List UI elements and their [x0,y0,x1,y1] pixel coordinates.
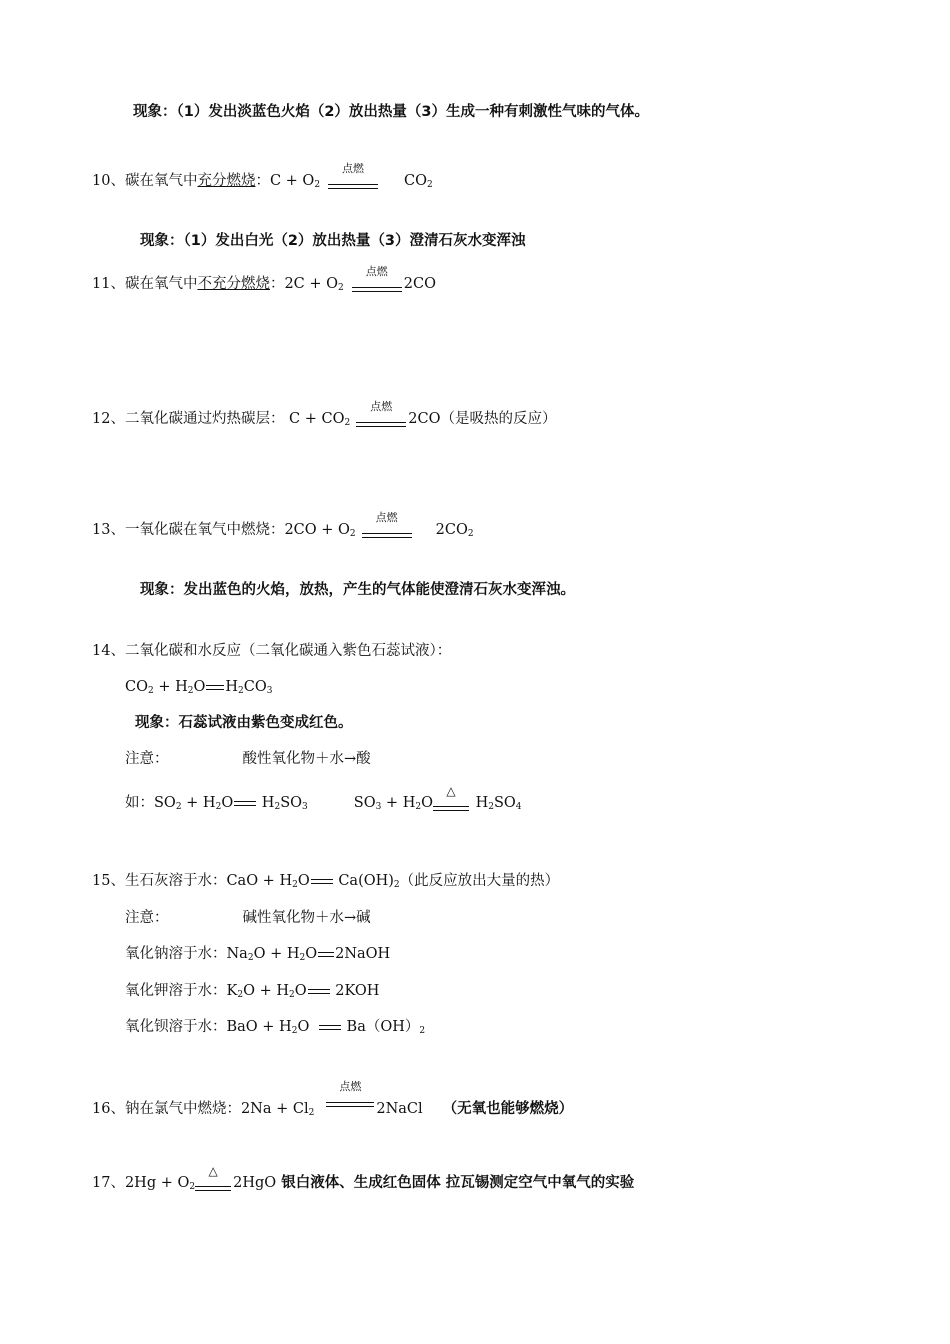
reaction-condition: 点燃 [362,520,412,540]
phenomenon-line-10: 现象：（1）发出白光（2）放出热量（3）澄清石灰水变浑浊 [140,233,526,249]
equation-14: $CO_2 + H_2O$ $H_2CO_3$ [125,679,273,696]
underlined-term: 充分燃烧 [197,173,256,189]
phenomenon-line-13: 现象：发出蓝色的火焰，放热，产生的气体能使澄清石灰水变浑浊。 [140,582,575,598]
phenomenon-line-9 [133,102,649,122]
phenomenon-line-14: 现象：石蕊试液由紫色变成红色。 [135,715,353,731]
heat-condition: △ [433,793,469,813]
heat-condition: △ [195,1173,231,1193]
note-basic: 注意： 碱性氧化物＋水→碱 [125,910,371,926]
reaction-condition: 点燃 [326,1099,374,1119]
equation-15: 15、生石灰溶于水：CaO + $H_2O$ $Ca(OH)_2$（此反应放出大量的热） [92,873,560,890]
equation-13: 13、一氧化碳在氧气中燃烧：$2CO + O_2$ 点燃 $2CO_2$ [92,511,474,539]
equation-17: 17、$2Hg + O_2$ △ 2HgO 银白液体、生成红色固体 拉瓦锡测定空气中氧气的实验 [92,1164,635,1192]
equation-16: 16、钠在氯气中燃烧：$2Na + Cl_2$ 点燃 2NaCl （无氧也能够燃烧） [92,1080,574,1118]
reaction-condition: 点燃 [356,409,406,429]
note-acidic: 注意： 酸性氧化物＋水→酸 [125,751,371,767]
example-bao: 氧化钡溶于水：BaO + $H_2O$ $Ba(OH)_2$ [125,1019,426,1036]
equation-10: 10、碳在氧气中充分燃烧：$C + O_2$ 点燃 $CO_2$ [92,162,433,190]
example-na2o: 氧化钠溶于水：$Na_2O + H_2O$ 2NaOH [125,946,391,963]
example-acidic: 如：$SO_2 + H_2O$ $H_2SO_3$ $SO_3 + H_2O$ △ $H_2SO_4$ [125,784,522,812]
underlined-term: 不充分燃烧 [197,276,270,292]
equation-12: 12、二氧化碳通过灼热碳层： $C + CO_2$ 点燃 2CO（是吸热的反应） [92,400,557,428]
phenomenon-text: 现象：（1）发出淡蓝色火焰（2）放出热量（3）生成一种有刺激性气味的气体。 [133,104,650,120]
example-k2o: 氧化钾溶于水：$K_2O + H_2O$ 2KOH [125,983,380,1000]
equation-14-title: 14、二氧化碳和水反应（二氧化碳通入紫色石蕊试液）： [92,643,452,659]
reaction-condition: 点燃 [352,274,402,294]
reaction-condition: 点燃 [328,171,378,191]
equation-11: 11、碳在氧气中不充分燃烧：$2C + O_2$ 点燃 2CO [92,265,436,293]
